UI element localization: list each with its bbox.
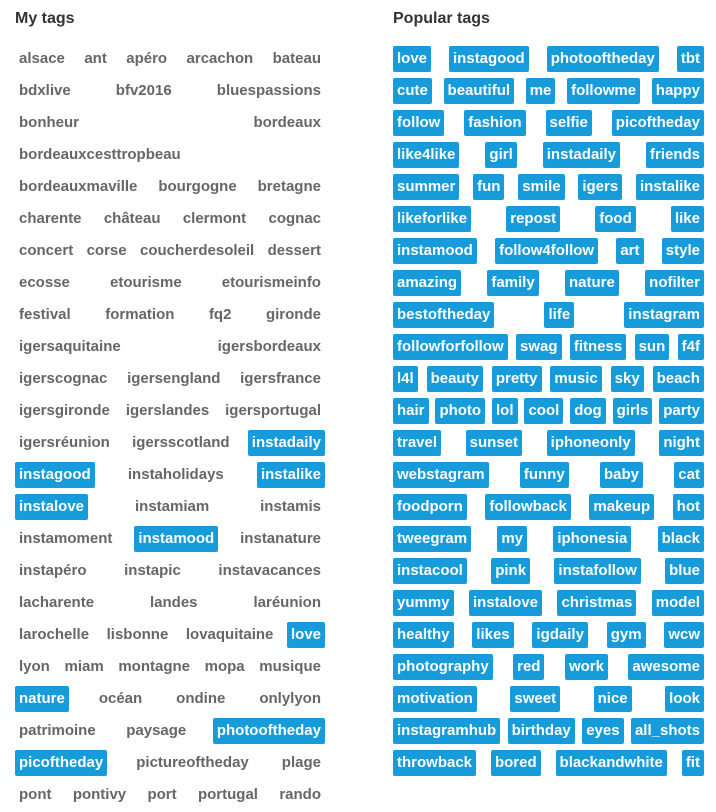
popular-tags-row [393, 718, 704, 744]
my-tag-link[interactable]: musique [259, 658, 321, 675]
popular-tag-link[interactable]: foodporn [393, 494, 467, 520]
popular-tag-link[interactable]: follow4follow [495, 238, 598, 264]
popular-tags-row [393, 206, 704, 232]
popular-tag-link[interactable]: style [662, 238, 704, 264]
my-tag-link[interactable]: igersréunion [19, 434, 110, 451]
my-tag-link[interactable]: landes [150, 594, 198, 611]
my-tag-link[interactable]: pictureoftheday [136, 754, 249, 771]
popular-tag-link[interactable]: red [513, 654, 544, 680]
popular-tag-link[interactable]: tweegram [393, 526, 471, 552]
my-tag-link[interactable]: ant [84, 50, 107, 67]
my-tags-row [15, 302, 325, 328]
my-tag-link[interactable]: lacharente [19, 594, 95, 611]
my-tag-link[interactable]: pontivy [72, 786, 127, 803]
popular-tag-link[interactable]: swag [516, 334, 562, 360]
my-tag-link[interactable]: festival [19, 306, 71, 323]
popular-tag-link[interactable]: gym [607, 622, 646, 648]
popular-tag-link[interactable]: beauty [427, 366, 483, 392]
popular-tag-link[interactable]: fashion [464, 110, 525, 136]
popular-tag-link[interactable]: beach [653, 366, 704, 392]
my-tag-link[interactable]: bonheur [19, 114, 79, 131]
popular-tag-link[interactable]: funny [520, 462, 569, 488]
my-tags-row [15, 686, 325, 712]
popular-tag-link[interactable]: birthday [508, 718, 575, 744]
my-tag-link[interactable]: apéro [126, 50, 168, 67]
my-tags-row [15, 526, 325, 552]
my-tag-link[interactable]: etourismeinfo [221, 274, 321, 291]
my-tag-link[interactable]: instadaily [248, 430, 325, 456]
my-tags-row [15, 430, 325, 456]
my-tag-link[interactable]: bateau [272, 50, 321, 67]
my-tag-link[interactable]: instamis [260, 498, 321, 515]
popular-tags-row [393, 750, 704, 776]
popular-tag-link[interactable]: cat [674, 462, 704, 488]
popular-tag-link[interactable]: instagramhub [393, 718, 500, 744]
my-tags-row [15, 398, 325, 424]
my-tags-row [15, 334, 325, 360]
my-tag-link[interactable]: fq2 [208, 306, 232, 323]
popular-tag-link[interactable]: black [658, 526, 704, 552]
popular-tag-link[interactable]: iphoneonly [547, 430, 635, 456]
my-tag-link[interactable]: instavacances [218, 562, 321, 579]
popular-tags-row [393, 110, 704, 136]
my-tag-link[interactable]: igersengland [127, 370, 221, 387]
popular-tag-link[interactable]: instadaily [543, 142, 620, 168]
popular-tags-row [393, 494, 704, 520]
popular-tag-link[interactable]: art [616, 238, 643, 264]
my-tags-row [15, 366, 325, 392]
popular-tag-link[interactable]: party [659, 398, 704, 424]
my-tag-link[interactable]: igersgironde [19, 402, 110, 419]
my-tag-link[interactable]: bluespassions [216, 82, 321, 99]
popular-tag-link[interactable]: instamood [393, 238, 477, 264]
popular-tags-row [393, 302, 704, 328]
popular-tag-link[interactable]: girl [485, 142, 516, 168]
my-tag-link[interactable]: montagne [118, 658, 190, 675]
my-tag-link[interactable]: love [287, 622, 325, 648]
popular-tags-row [393, 558, 704, 584]
popular-tags-row [393, 270, 704, 296]
my-tags-row [15, 558, 325, 584]
my-tag-link[interactable]: igerslandes [125, 402, 210, 419]
popular-tags-row [393, 686, 704, 712]
my-tag-link[interactable]: paysage [126, 722, 187, 739]
my-tag-link[interactable]: igersbordeaux [217, 338, 321, 355]
my-tag-link[interactable]: cognac [268, 210, 321, 227]
my-tags-row [15, 462, 325, 488]
my-tag-link[interactable]: instamood [134, 526, 218, 552]
popular-tag-link[interactable]: family [487, 270, 538, 296]
my-tags-row [15, 590, 325, 616]
popular-tag-link[interactable]: like [671, 206, 704, 232]
my-tag-link[interactable]: instapic [124, 562, 181, 579]
popular-tag-link[interactable]: healthy [393, 622, 454, 648]
popular-tag-link[interactable]: igdaily [532, 622, 588, 648]
popular-tag-link[interactable]: fit [682, 750, 704, 776]
popular-tag-link[interactable]: life [544, 302, 574, 328]
popular-tag-link[interactable]: beautiful [444, 78, 515, 104]
my-tags-row [15, 206, 325, 232]
popular-tag-link[interactable]: me [526, 78, 556, 104]
my-tag-link[interactable]: rando [279, 786, 321, 803]
popular-tag-link[interactable]: love [393, 46, 431, 72]
my-tag-link[interactable]: lisbonne [106, 626, 169, 643]
my-tags-row [15, 654, 325, 680]
my-tag-link[interactable]: océan [98, 690, 143, 707]
popular-tag-link[interactable]: repost [506, 206, 560, 232]
popular-tags-row [393, 238, 704, 264]
popular-tag-link[interactable]: likes [472, 622, 513, 648]
my-tags-row [15, 750, 325, 776]
my-tag-link[interactable]: igerscognac [19, 370, 108, 387]
my-tag-link[interactable]: onlylyon [259, 690, 321, 707]
my-tag-link[interactable]: instamiam [134, 498, 210, 515]
my-tag-link[interactable]: lovaquitaine [185, 626, 274, 643]
my-tags-row [15, 238, 325, 264]
my-tag-link[interactable]: igersfrance [240, 370, 321, 387]
my-tag-link[interactable]: bordeauxmaville [19, 178, 138, 195]
popular-tag-link[interactable]: eyes [582, 718, 623, 744]
my-tag-link[interactable]: bourgogne [158, 178, 237, 195]
popular-tags-row [393, 334, 704, 360]
my-tag-link[interactable]: corse [86, 242, 127, 259]
my-tag-link[interactable]: instalike [257, 462, 325, 488]
popular-tags-row [393, 462, 704, 488]
popular-tag-link[interactable]: blackandwhite [556, 750, 667, 776]
my-tag-link[interactable]: instanature [240, 530, 321, 547]
popular-tag-link[interactable]: wcw [664, 622, 704, 648]
popular-tags-row [393, 174, 704, 200]
popular-tag-link[interactable]: instafollow [554, 558, 640, 584]
popular-tag-link[interactable]: igers [578, 174, 622, 200]
popular-tag-link[interactable]: my [497, 526, 527, 552]
my-tag-link[interactable]: portugal [197, 786, 258, 803]
my-tags-row [15, 110, 325, 136]
popular-tag-link[interactable]: christmas [557, 590, 636, 616]
my-tag-link[interactable]: larochelle [19, 626, 90, 643]
popular-tag-link[interactable]: music [550, 366, 601, 392]
popular-tag-link[interactable]: all_shots [631, 718, 704, 744]
my-tag-link[interactable]: igersscotland [132, 434, 230, 451]
my-tag-link[interactable]: instapéro [19, 562, 87, 579]
my-tag-link[interactable]: picoftheday [15, 750, 107, 776]
my-tag-link[interactable]: lyon [19, 658, 50, 675]
my-tag-link[interactable]: formation [105, 306, 175, 323]
popular-tags-row [393, 430, 704, 456]
popular-tags-row [393, 366, 704, 392]
popular-tag-link[interactable]: throwback [393, 750, 476, 776]
my-tag-link[interactable]: charente [19, 210, 82, 227]
popular-tag-link[interactable]: cool [524, 398, 563, 424]
popular-tag-link[interactable]: food [595, 206, 635, 232]
my-tag-link[interactable]: bfv2016 [115, 82, 172, 99]
popular-tag-link[interactable]: night [659, 430, 704, 456]
popular-tag-link[interactable]: dog [570, 398, 606, 424]
popular-tag-link[interactable]: likeforlike [393, 206, 471, 232]
my-tags-row [15, 142, 325, 168]
my-tag-link[interactable]: igersportugal [225, 402, 321, 419]
popular-tag-link[interactable]: nofilter [645, 270, 704, 296]
my-tag-link[interactable]: instagood [15, 462, 95, 488]
my-tag-link[interactable]: gironde [265, 306, 321, 323]
popular-tag-link[interactable]: picoftheday [612, 110, 704, 136]
popular-tag-link[interactable]: instagood [449, 46, 529, 72]
my-tag-link[interactable]: miam [64, 658, 104, 675]
my-tag-link[interactable]: plage [281, 754, 321, 771]
my-tag-link[interactable]: coucherdesoleil [140, 242, 255, 259]
popular-tag-link[interactable]: bored [491, 750, 541, 776]
popular-tag-link[interactable]: bestoftheday [393, 302, 494, 328]
popular-tag-link[interactable]: instagram [624, 302, 704, 328]
my-tag-link[interactable]: arcachon [186, 50, 254, 67]
my-tag-link[interactable]: pont [19, 786, 52, 803]
popular-tag-link[interactable]: model [652, 590, 704, 616]
popular-tag-link[interactable]: girls [613, 398, 653, 424]
my-tags-row [15, 718, 325, 744]
popular-tag-link[interactable]: travel [393, 430, 441, 456]
popular-tag-link[interactable]: fitness [570, 334, 626, 360]
popular-tag-link[interactable]: sunset [466, 430, 522, 456]
my-tag-link[interactable]: port [147, 786, 177, 803]
popular-tag-link[interactable]: instalove [469, 590, 542, 616]
popular-tag-link[interactable]: makeup [589, 494, 654, 520]
my-tags-row [15, 494, 325, 520]
my-tag-link[interactable]: ecosse [19, 274, 70, 291]
popular-tag-link[interactable]: summer [393, 174, 459, 200]
my-tag-link[interactable]: mopa [204, 658, 245, 675]
popular-tag-link[interactable]: happy [652, 78, 704, 104]
my-tag-link[interactable]: dessert [267, 242, 321, 259]
popular-tag-link[interactable]: iphonesia [553, 526, 631, 552]
popular-tag-link[interactable]: sky [611, 366, 644, 392]
popular-tag-link[interactable]: smile [518, 174, 564, 200]
my-tag-link[interactable]: bretagne [257, 178, 321, 195]
popular-tag-link[interactable]: cute [393, 78, 432, 104]
popular-tag-link[interactable]: tbt [677, 46, 704, 72]
my-tags-title: My tags [15, 10, 75, 27]
popular-tags-row [393, 46, 704, 72]
popular-tags-row [393, 654, 704, 680]
my-tag-link[interactable]: nature [15, 686, 69, 712]
my-tag-link[interactable]: instalove [15, 494, 88, 520]
popular-tag-link[interactable]: photography [393, 654, 493, 680]
popular-tag-link[interactable]: followme [567, 78, 640, 104]
popular-tag-link[interactable]: work [565, 654, 608, 680]
popular-tags-row [393, 78, 704, 104]
popular-tag-link[interactable]: instacool [393, 558, 467, 584]
popular-tags-title: Popular tags [393, 10, 490, 27]
my-tag-link[interactable]: patrimoine [19, 722, 96, 739]
my-tags-row [15, 174, 325, 200]
my-tag-link[interactable]: igersaquitaine [19, 338, 121, 355]
popular-tag-link[interactable]: webstagram [393, 462, 489, 488]
popular-tags-row [393, 142, 704, 168]
popular-tag-link[interactable]: amazing [393, 270, 461, 296]
popular-tag-link[interactable]: selfie [546, 110, 592, 136]
my-tag-link[interactable]: concert [19, 242, 74, 259]
my-tag-link[interactable]: etourisme [109, 274, 182, 291]
popular-tags-row [393, 622, 704, 648]
popular-tags-row [393, 526, 704, 552]
popular-tag-link[interactable]: like4like [393, 142, 459, 168]
my-tag-link[interactable]: photooftheday [213, 718, 325, 744]
popular-tag-link[interactable]: nature [565, 270, 619, 296]
popular-tag-link[interactable]: hair [393, 398, 429, 424]
popular-tag-link[interactable]: nice [594, 686, 632, 712]
my-tag-link[interactable]: bordeaux [253, 114, 321, 131]
popular-tag-link[interactable]: f4f [678, 334, 704, 360]
popular-tags-row [393, 590, 704, 616]
my-tags-row [15, 622, 325, 648]
my-tag-link[interactable]: instaholidays [127, 466, 224, 483]
popular-tag-link[interactable]: followforfollow [393, 334, 508, 360]
popular-tag-link[interactable]: hot [673, 494, 704, 520]
popular-tag-link[interactable]: awesome [628, 654, 704, 680]
my-tags-row [15, 46, 325, 72]
my-tag-link[interactable]: château [103, 210, 161, 227]
my-tag-link[interactable]: laréunion [253, 594, 321, 611]
popular-tag-link[interactable]: look [665, 686, 704, 712]
popular-tag-link[interactable]: followback [485, 494, 571, 520]
my-tag-link[interactable]: instamoment [19, 530, 113, 547]
popular-tag-link[interactable]: yummy [393, 590, 454, 616]
my-tag-link[interactable]: clermont [182, 210, 247, 227]
popular-tag-link[interactable]: sun [635, 334, 670, 360]
popular-tag-link[interactable]: blue [665, 558, 704, 584]
popular-tag-link[interactable]: motivation [393, 686, 477, 712]
my-tags-row [15, 782, 325, 808]
my-tag-link[interactable]: bordeauxcesttropbeau [19, 146, 181, 163]
my-tag-link[interactable]: bdxlive [19, 82, 71, 99]
my-tags-row [15, 78, 325, 104]
my-tag-link[interactable]: alsace [19, 50, 65, 67]
popular-tag-link[interactable]: photooftheday [547, 46, 659, 72]
popular-tag-link[interactable]: pretty [492, 366, 542, 392]
popular-tag-link[interactable]: l4l [393, 366, 418, 392]
popular-tag-link[interactable]: fun [473, 174, 504, 200]
popular-tag-link[interactable]: sweet [510, 686, 560, 712]
popular-tag-link[interactable]: photo [435, 398, 485, 424]
popular-tag-link[interactable]: baby [600, 462, 643, 488]
my-tag-link[interactable]: ondine [176, 690, 226, 707]
my-tags-row [15, 270, 325, 296]
popular-tag-link[interactable]: lol [492, 398, 518, 424]
popular-tag-link[interactable]: follow [393, 110, 444, 136]
popular-tag-link[interactable]: pink [491, 558, 530, 584]
popular-tag-link[interactable]: instalike [636, 174, 704, 200]
popular-tag-link[interactable]: friends [646, 142, 704, 168]
popular-tags-row [393, 398, 704, 424]
